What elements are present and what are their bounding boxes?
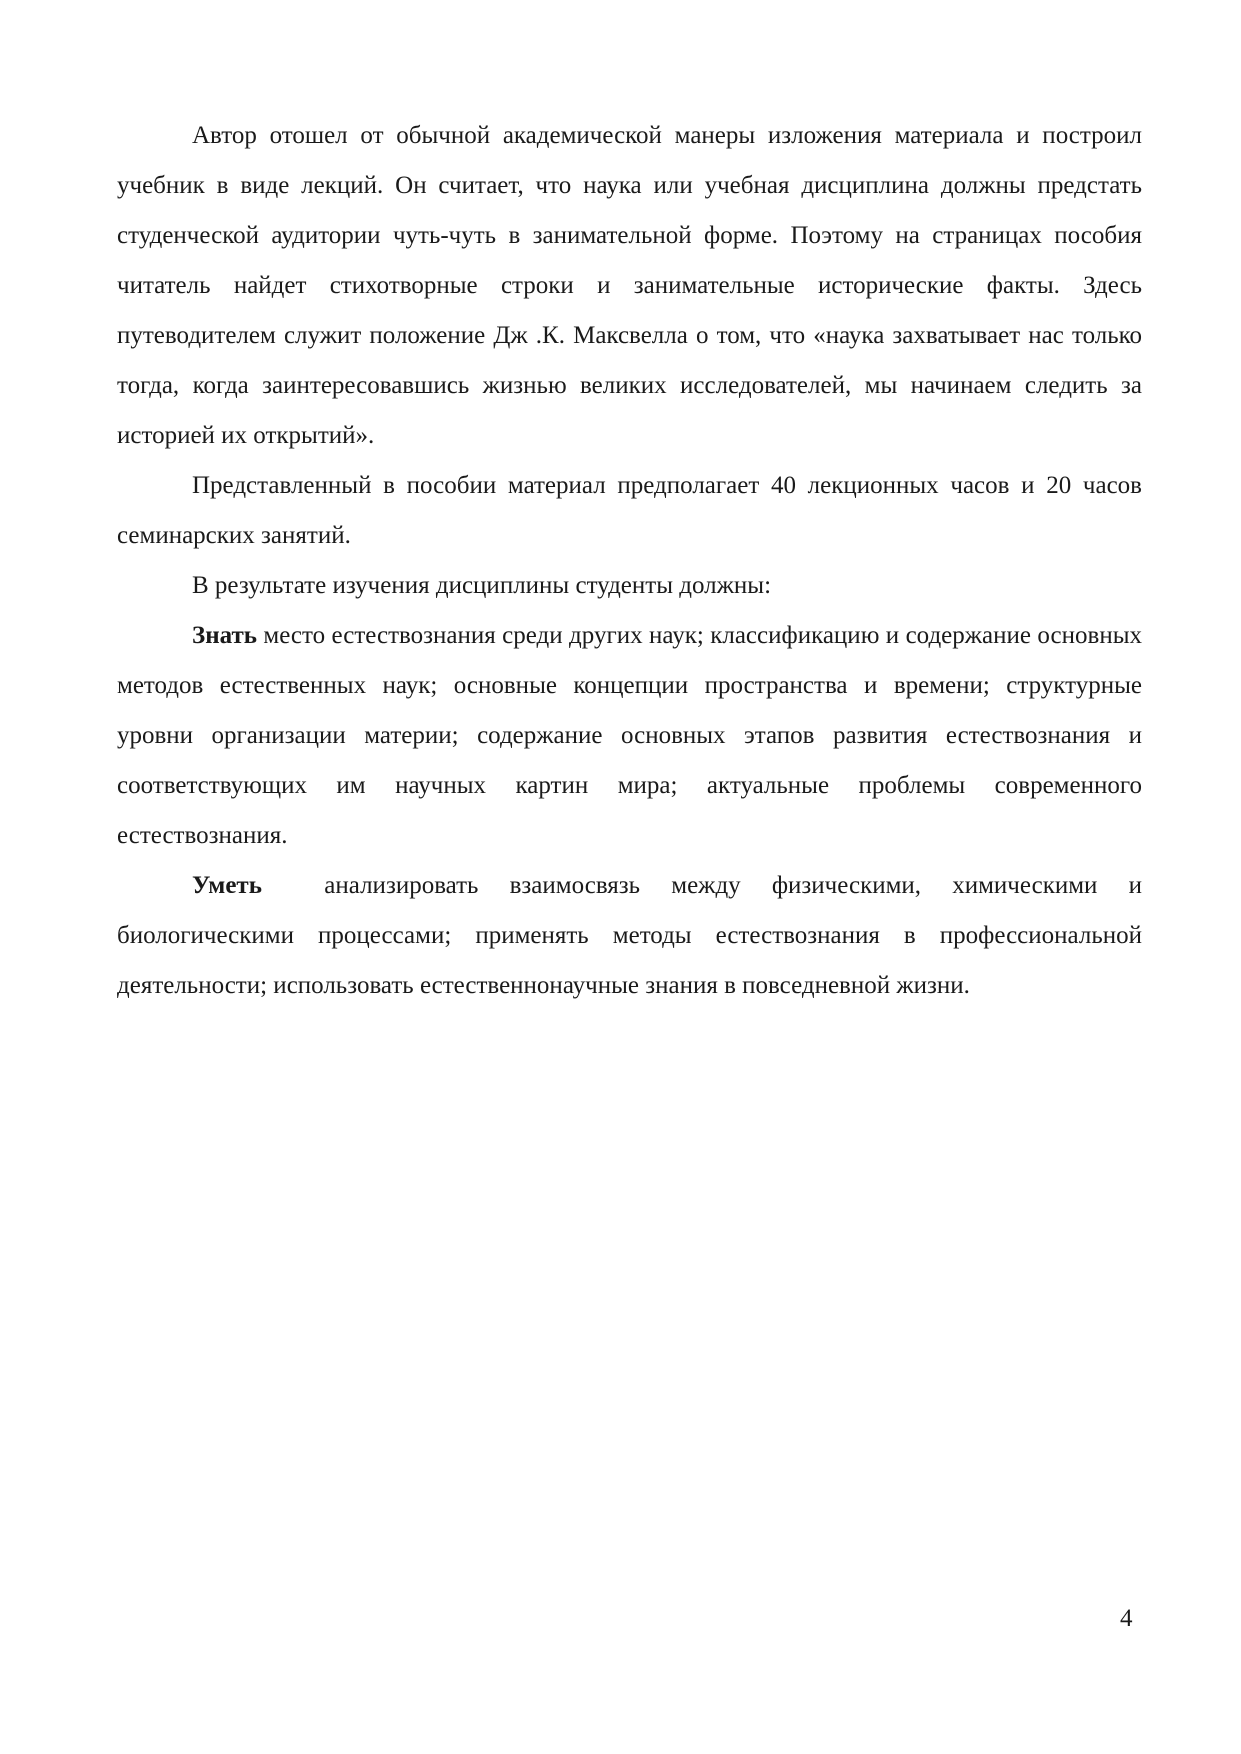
paragraph-lead-be-able: Уметь [192, 872, 262, 899]
page-body [117, 111, 1149, 1011]
paragraph-text: В результате изучения дисциплины студенты должны: [192, 572, 772, 599]
paragraph-know [117, 611, 1142, 861]
paragraph-text: место естествознания среди других наук; классификацию и содержание основных методов естественных наук; основные концепции пространства и времени; структурные уровни организации материи; содержание основных этапов развития естествознания и соответствующих им научных картин мира; актуальные проблемы современного естествознания. [117, 622, 1142, 849]
paragraph-course-hours [117, 461, 1142, 561]
paragraph-be-able [117, 861, 1149, 1011]
paragraph-text: Автор отошел от обычной академической манеры изложения материала и построил учебник в виде лекций. Он считает, что наука или учебная дисциплина должны предстать студенческой аудитории чуть-чуть в занимательной форме. Поэтому на страницах пособия читатель найдет стихотворные строки и занимательные исторические факты. Здесь путеводителем служит положение Дж .К. Максвелла о том, что «наука захватывает нас только тогда, когда заинтересовавшись жизнью великих исследователей, мы начинаем следить за историей их открытий». [117, 122, 1142, 449]
paragraph-text: Представленный в пособии материал предполагает 40 лекционных часов и 20 часов семинарских занятий. [117, 472, 1142, 549]
paragraph-lead-know: Знать [192, 622, 257, 649]
paragraph-text: анализировать взаимосвязь между физическими, химическими и биологическими процессами; применять методы естествознания в профессиональной деятельности; использовать естественнонаучные знания в повседневной жизни. [117, 872, 1149, 999]
paragraph-author-approach [117, 111, 1142, 461]
page-number: 4 [1120, 1605, 1133, 1632]
paragraph-study-results-intro [117, 561, 1142, 611]
